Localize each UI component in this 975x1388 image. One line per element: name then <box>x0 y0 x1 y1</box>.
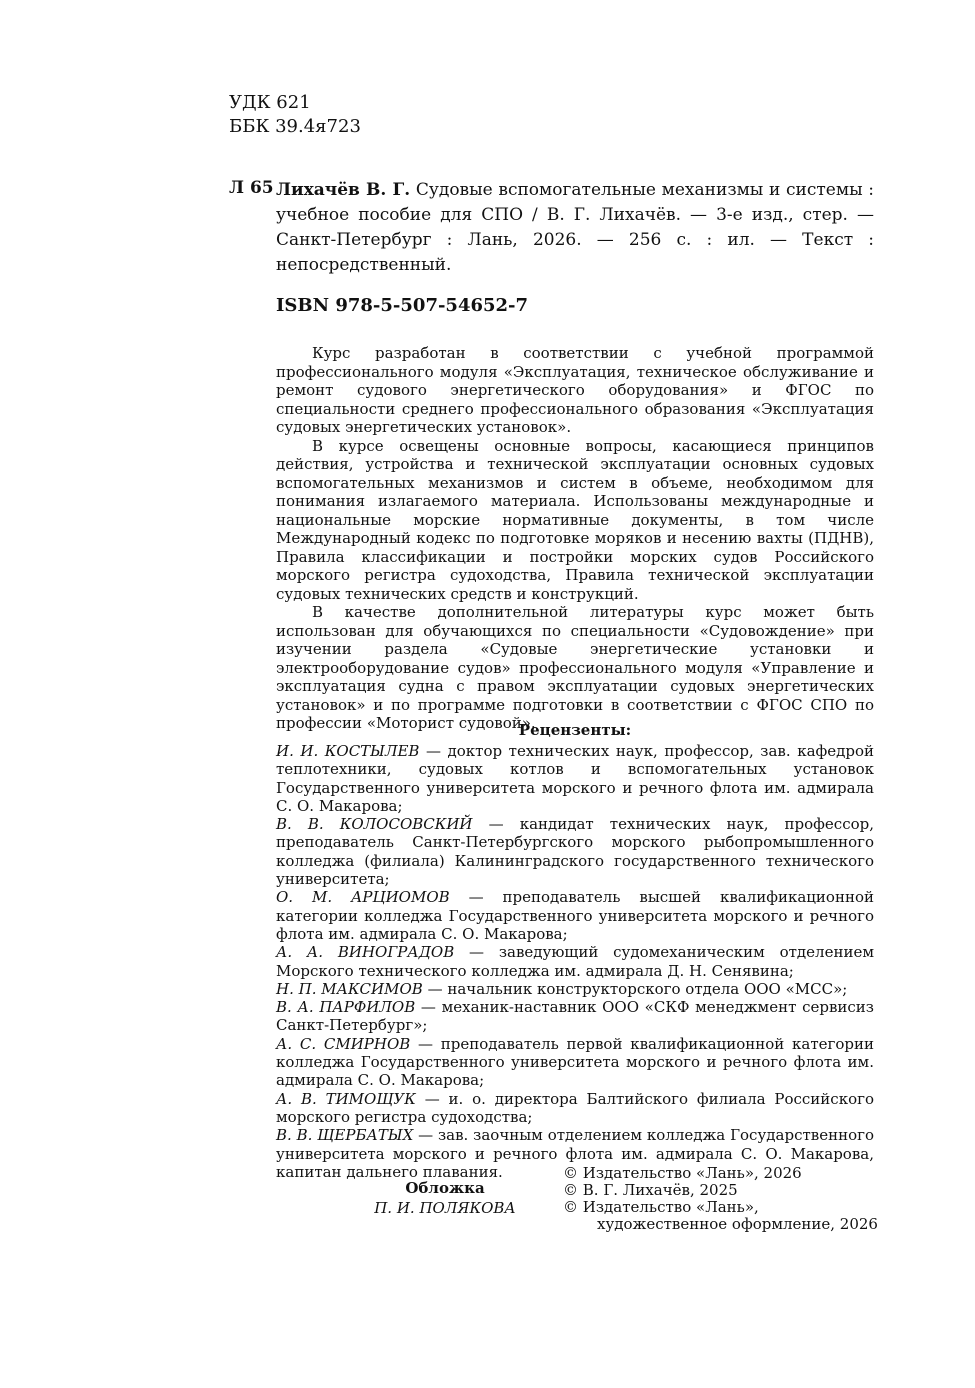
author-sign: Л 65 <box>229 178 274 198</box>
reviewer-item <box>276 1090 874 1127</box>
reviewer-description: — доктор технических наук, профессор, зав. кафедрой теплотехники, судовых котлов и вспомогательных установок Государственного университета морского и речного флота им. адмирала С. О. Макарова; <box>276 742 874 815</box>
reviewer-item <box>276 742 874 815</box>
reviewer-description: — механик-наставник ООО «СКФ менеджмент сервисиз Санкт-Петербург»; <box>276 998 874 1035</box>
reviewer-name: В. А. ПАРФИЛОВ <box>276 998 416 1017</box>
reviewer-item <box>276 943 874 980</box>
udk-code: УДК 621 <box>229 92 311 113</box>
cover-label: Обложка <box>405 1179 485 1197</box>
isbn: ISBN 978-5-507-54652-7 <box>276 295 529 316</box>
reviewer-name: Н. П. МАКСИМОВ <box>276 979 423 998</box>
copyright-line: © Издательство «Лань», <box>563 1198 759 1216</box>
reviewer-description: — начальник конструкторского отдела ООО «МСС»; <box>422 979 848 998</box>
annotation-paragraph: В качестве дополнительной литературы курс может быть использован для обучающихся по специальности «Судовождение» при изучении раздела «Судовые энергетические установки и электрооборудование судов» профессионального модуля «Управление и эксплуатация судна с правом эксплуатации судовых энергетических установок» и по программе подготовки в соответствии с ФГОС СПО по профессии «Моторист судовой». <box>276 603 874 732</box>
reviewer-name: В. В. КОЛОСОВСКИЙ <box>276 815 473 834</box>
reviewer-description: — кандидат технических наук, профессор, преподаватель Санкт-Петербургского морского рыбопромышленного колледжа (филиала) Калининградского государственного технического университета; <box>276 815 874 889</box>
reviewer-name: О. М. АРЦИОМОВ <box>276 888 450 907</box>
bibliographic-entry <box>276 178 874 278</box>
entry-text: Судовые вспомогательные механизмы и системы : учебное пособие для СПО / В. Г. Лихачёв. — 3-е изд., стер. — Санкт-Петербург : Лань, 2026. — 256 с. : ил. — Текст : непосредственный. <box>276 180 874 275</box>
reviewer-item <box>276 888 874 943</box>
reviewer-name: В. В. ЩЕРБАТЫХ <box>276 1126 414 1145</box>
annotation-paragraph: Курс разработан в соответствии с учебной программой профессионального модуля «Эксплуатация, техническое обслуживание и ремонт судового энергетического оборудования» и ФГОС по специальности среднего профессионального образования «Эксплуатация судовых энергетических установок». <box>276 344 874 436</box>
reviewer-name: А. А. ВИНОГРАДОВ <box>276 943 455 962</box>
reviewer-description: — преподаватель первой квалификационной категории колледжа Государственного университета морского и речного флота им. адмирала С. О. Макарова; <box>276 1034 874 1090</box>
cover-credit <box>340 1178 550 1218</box>
reviewers-list <box>276 742 874 1181</box>
annotation-paragraph: В курсе освещены основные вопросы, касающиеся принципов действия, устройства и технической эксплуатации основных судовых вспомогательных механизмов и систем в объеме, необходимом для понимания излагаемого материала. Использованы международные и национальные морские нормативные документы, в том числе Международный кодекс по подготовке моряков и несению вахты (ПДНВ), Правила классификации и постройки морских судов Российского морского регистра судоходства, Правила технической эксплуатации судовых технических средств и конструкций. <box>276 436 874 603</box>
bbk-code: ББК 39.4я723 <box>229 116 361 137</box>
reviewer-description: — и. о. директора Балтийского филиала Российского морского регистра судоходства; <box>276 1089 874 1126</box>
reviewer-name: А. С. СМИРНОВ <box>276 1034 411 1053</box>
classification-codes <box>229 91 361 139</box>
reviewer-description: — зав. заочным отделением колледжа Государственного университета морского и речного флота им. адмирала С. О. Макарова, капитан дальнего плавания. <box>276 1126 875 1181</box>
reviewer-item <box>276 1035 874 1090</box>
reviewer-description: — преподаватель высшей квалификационной категории колледжа Государственного университета морского и речного флота им. адмирала С. О. Макарова; <box>276 888 874 943</box>
copyright-line: © В. Г. Лихачёв, 2025 <box>563 1181 738 1199</box>
reviewer-description: — заведующий судомеханическим отделением Морского технического колледжа им. адмирала Д. Н. Сенявина; <box>276 943 874 980</box>
reviewer-name: А. В. ТИМОЩУК <box>276 1089 416 1108</box>
annotation <box>276 344 874 733</box>
entry-author: Лихачёв В. Г. <box>276 180 411 200</box>
cover-artist: П. И. ПОЛЯКОВА <box>374 1199 516 1217</box>
copyright-line: © Издательство «Лань», 2026 <box>563 1164 802 1182</box>
reviewer-name: И. И. КОСТЫЛЕВ <box>276 742 420 760</box>
reviewers-title: Рецензенты: <box>518 721 632 739</box>
reviewer-item <box>276 980 874 998</box>
reviewer-item <box>276 998 874 1035</box>
copyright-line: художественное оформление, 2026 <box>597 1215 878 1233</box>
copyright-block <box>563 1165 878 1233</box>
reviewer-item <box>276 815 874 888</box>
